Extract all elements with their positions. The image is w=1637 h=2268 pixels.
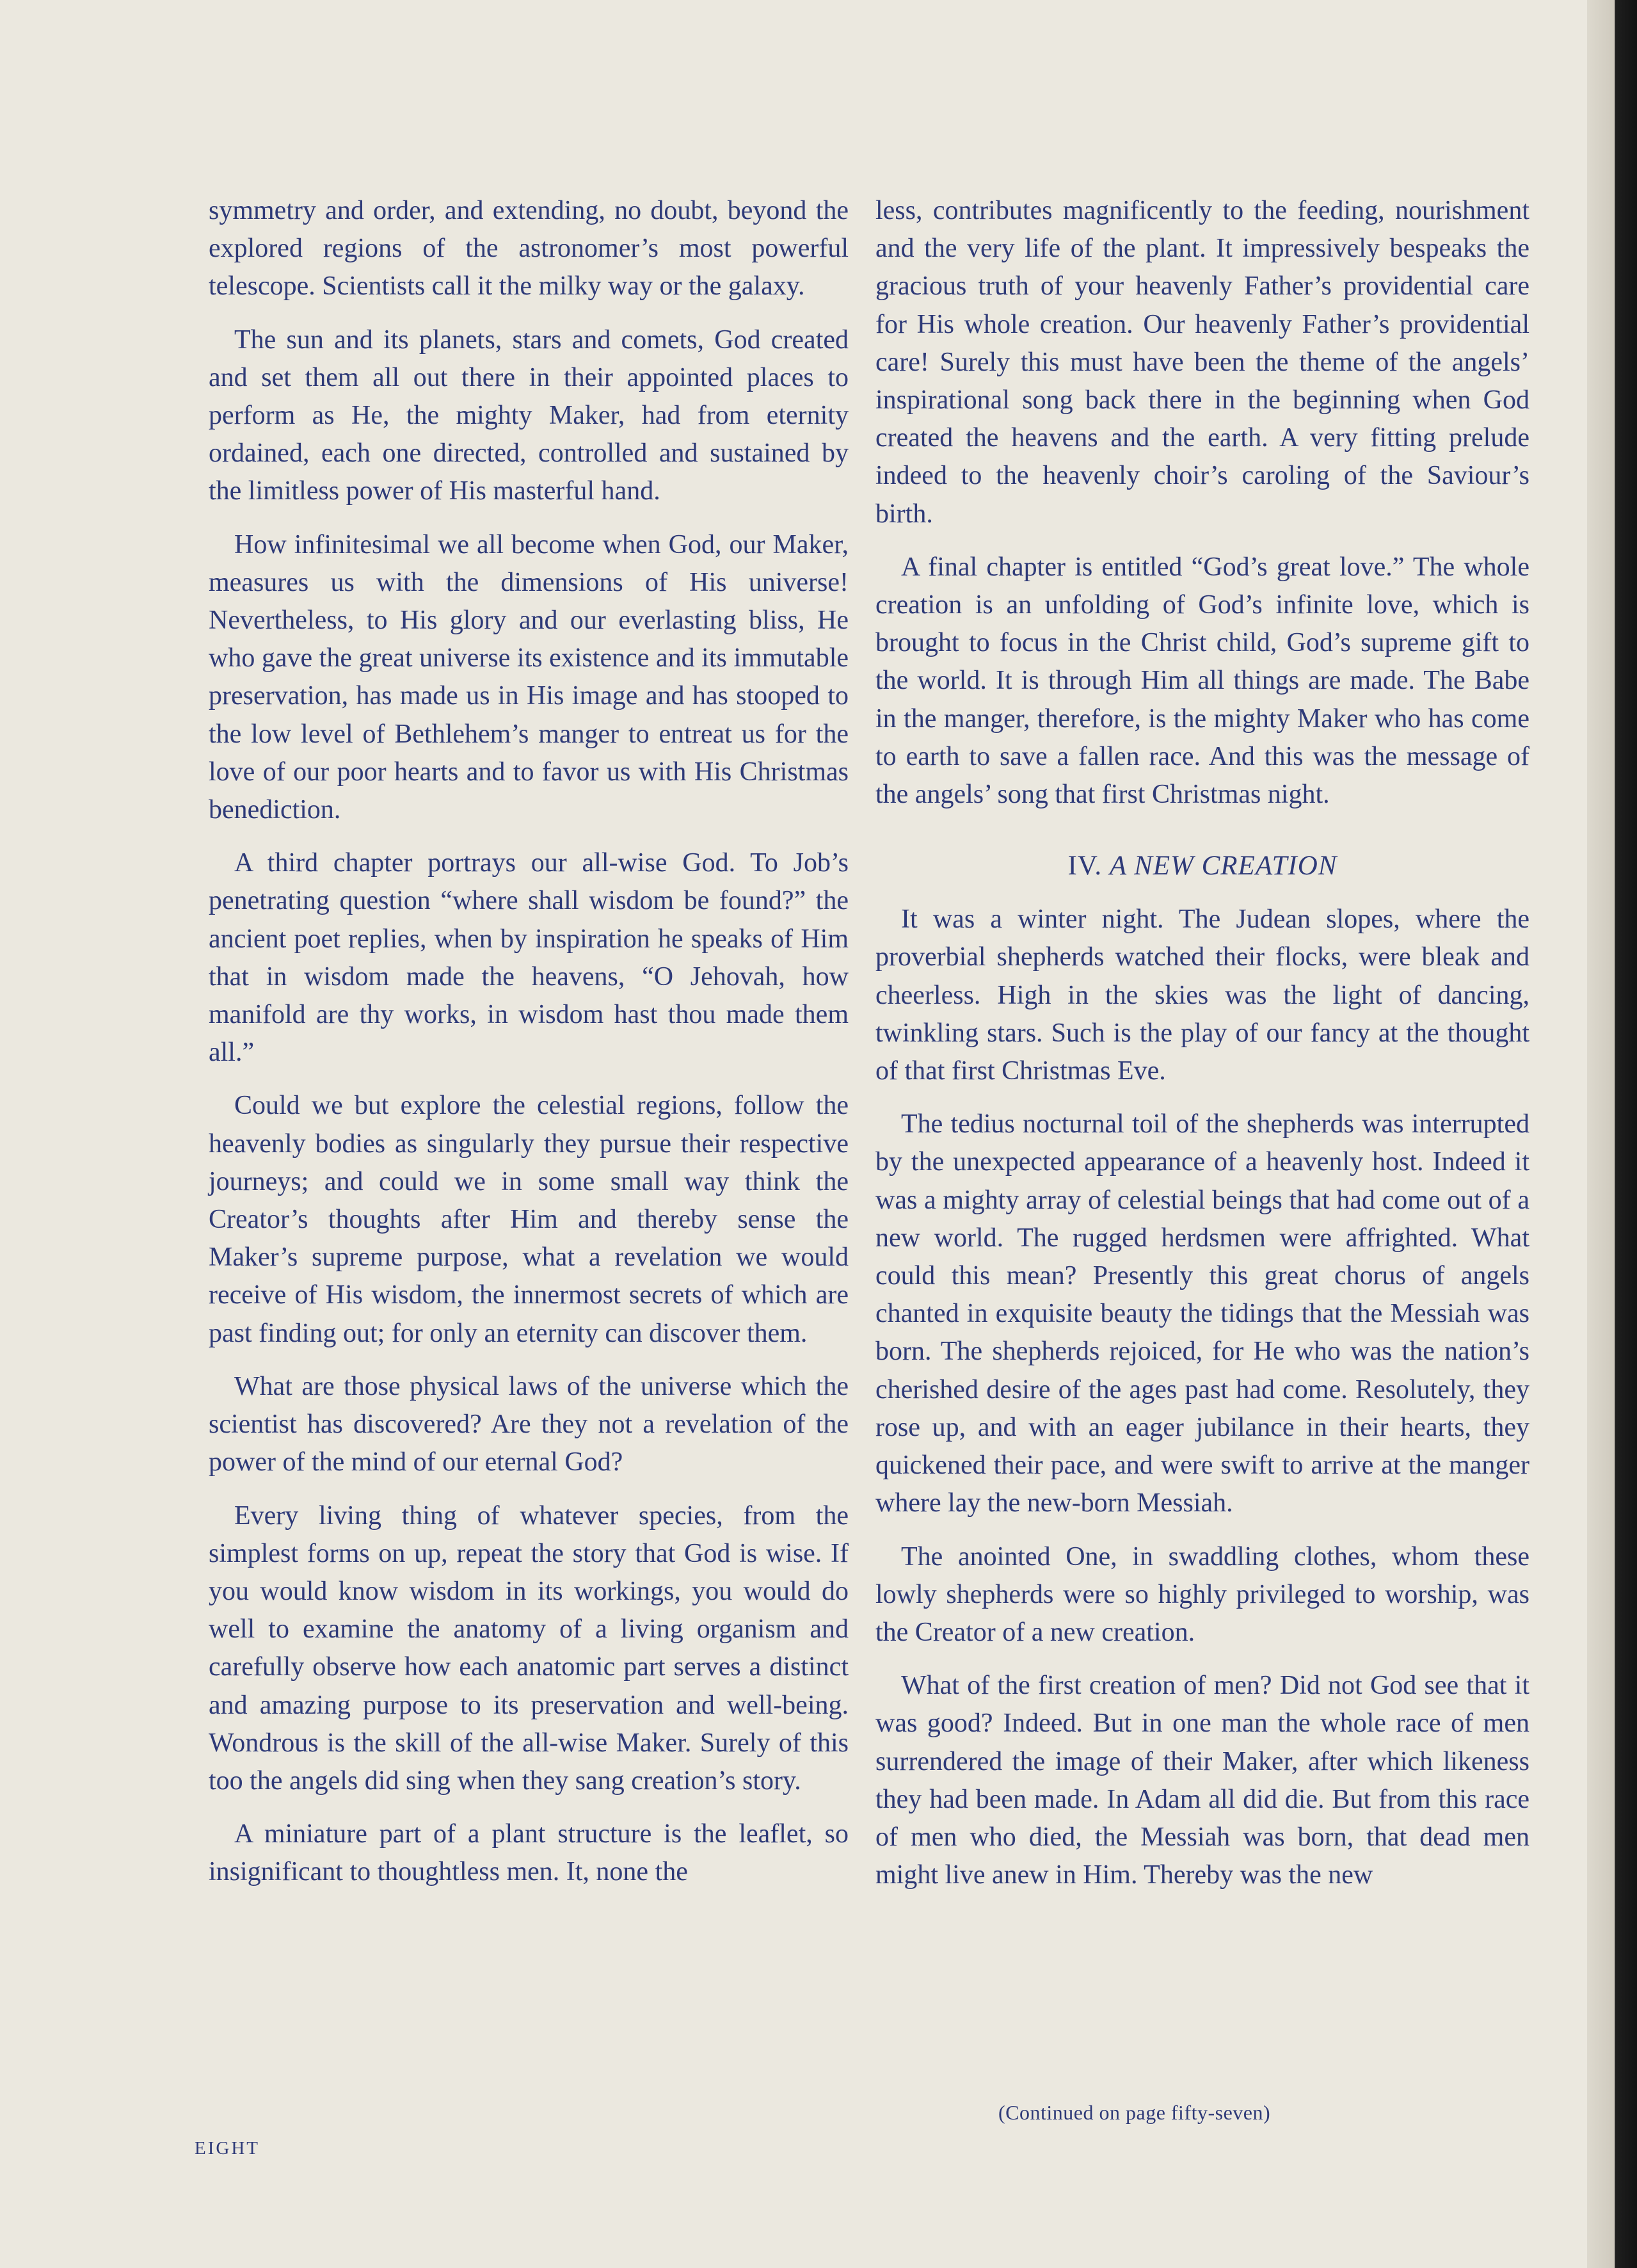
paragraph: The anointed One, in swaddling clothes, whom these lowly shepherds were so highly privileged to worship, was the Creator of a new creation.	[875, 1541, 1529, 1647]
page-folio: EIGHT	[195, 2138, 260, 2159]
paragraph: A final chapter is entitled “God’s great love.” The whole creation is an unfolding of God’s infinite love, which is brought to focus in the Christ child, God’s supreme gift to the world. It is through Him all things are made. The Babe in the manger, therefore, is the mighty Maker who has come to earth to save a fallen race. And this was the message of the angels’ song that first Christmas night.	[875, 552, 1529, 810]
section-heading	[875, 847, 1529, 885]
right-column	[875, 192, 1529, 1910]
paragraph: A miniature part of a plant structure is the leaflet, so insignificant to thoughtless men. It, none the	[209, 1819, 849, 1887]
paragraph: symmetry and order, and extending, no doubt, beyond the explored regions of the astronomer’s most powerful telescope. Scientists call it the milky way or the galaxy.	[209, 196, 849, 302]
paragraph: The sun and its planets, stars and comets, God created and set them all out there in their appointed places to perform as He, the mighty Maker, had from eternity ordained, each one directed, controlled and sustained by the limitless power of His masterful hand.	[209, 325, 849, 506]
page-edge-shadow	[1587, 0, 1637, 2268]
paragraph: The tedius nocturnal toil of the shepherds was interrupted by the unexpected appearance of a heavenly host. Indeed it was a mighty array of celestial beings that had come out of a new world. The rugged herdsmen were affrighted. What could this mean? Presently this great chorus of angels chanted in exquisite beauty the tidings that the Messiah was born. The shepherds rejoiced, for He who was the nation’s cherished desire of the ages past had come. Resolutely, they rose up, and with an eager jubilance in their hearts, they quickened their pace, and were swift to arrive at the manger where lay the new-born Messiah.	[875, 1109, 1529, 1518]
paragraph: How infinitesimal we all become when God, our Maker, measures us with the dimensions of His universe! Nevertheless, to His glory and our everlasting bliss, He who gave the great universe its existence and its immutable preservation, has made us in His image and has stooped to the low level of Bethlehem’s manger to entreat us for the love of our poor hearts and to favor us with His Christmas benediction.	[209, 529, 849, 825]
section-heading-title: A NEW CREATION	[1109, 851, 1338, 881]
paragraph: It was a winter night. The Judean slopes, where the proverbial shepherds watched their flocks, were bleak and cheerless. High in the skies was the light of dancing, twinkling stars. Such is the play of our fancy at the thought of that first Christmas Eve.	[875, 905, 1529, 1086]
paragraph: A third chapter portrays our all-wise God. To Job’s penetrating question “where shall wisdom be found?” the ancient poet replies, when by inspiration he speaks of Him that in wisdom made the heavens, “O Jehovah, how manifold are thy works, in wisdom hast thou made them all.”	[209, 848, 849, 1068]
paragraph: Every living thing of whatever species, from the simplest forms on up, repeat the story that God is wise. If you would know wisdom in its workings, you would do well to examine the anatomy of a living organism and carefully observe how each anatomic part serves a distinct and amazing purpose to its preservation and well-being. Wondrous is the skill of the all-wise Maker. Surely of this too the angels did sing when they sang creation’s story.	[209, 1500, 849, 1796]
paragraph: What of the first creation of men? Did not God see that it was good? Indeed. But in one man the whole race of men surrendered the image of their Maker, after which likeness they had been made. In Adam all did die. But from this race of men who died, the Messiah was born, that dead men might live anew in Him. Thereby was the new	[875, 1671, 1529, 1890]
continued-note: (Continued on page fifty-seven)	[998, 2101, 1271, 2124]
section-heading-numeral: IV.	[1067, 851, 1103, 881]
paragraph: What are those physical laws of the universe which the scientist has discovered? Are they not a revelation of the power of the mind of our eternal God?	[209, 1371, 849, 1477]
left-column	[209, 192, 849, 1907]
paragraph: less, contributes magnificently to the feeding, nourishment and the very life of the plant. It impressively bespeaks the gracious truth of your heavenly Father’s providential care for His whole creation. Our heavenly Father’s providential care! Surely this must have been the theme of the angels’ inspirational song back there in the beginning when God created the heavens and the earth. A very fitting prelude indeed to the heavenly choir’s caroling of the Saviour’s birth.	[875, 196, 1529, 529]
paragraph: Could we but explore the celestial regions, follow the heavenly bodies as singularly they pursue their respective journeys; and could we in some small way think the Creator’s thoughts after Him and thereby sense the Maker’s supreme purpose, what a revelation we would receive of His wisdom, the innermost secrets of which are past finding out; for only an eternity can discover them.	[209, 1091, 849, 1348]
